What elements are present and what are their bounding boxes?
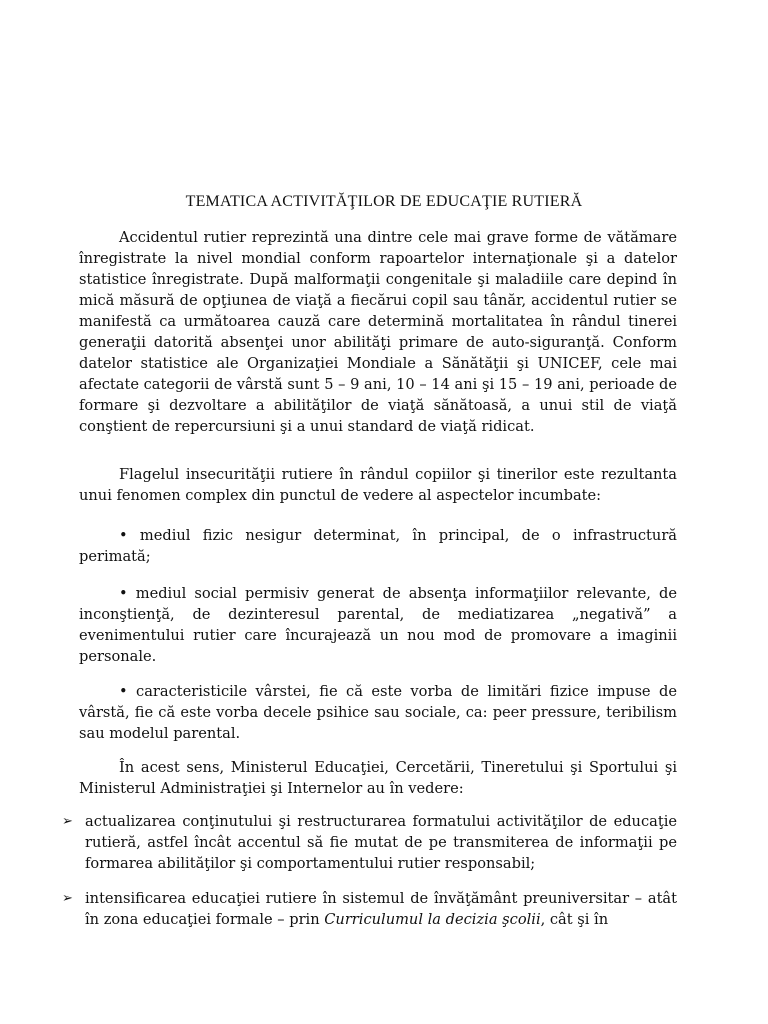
curriculum-italic: Curriculumul la decizia şcolii: [324, 911, 541, 928]
page-title: TEMATICA ACTIVITĂŢILOR DE EDUCAŢIE RUTIERĂ: [185, 193, 583, 210]
dot-item-3: • caracteristicile vârstei, fie că este vorba de limitări fizice impuse de vârstă, fie că este vorba decele psihice sau sociale, ca: peer pressure, teribilism sau modelul parental.: [79, 683, 677, 742]
arrow-item-2-text: intensificarea educaţiei rutiere în sistemul de învăţământ preuniversitar – atât în zona educaţiei formale – prin: [85, 890, 677, 928]
paragraph-minister: În acest sens, Ministerul Educaţiei, Cercetării, Tineretului şi Sportului şi Ministerul Administraţiei şi Internelor au în vedere:: [79, 759, 677, 797]
dot-item-1: • mediul fizic nesigur determinat, în principal, de o infrastructură perimată;: [79, 527, 677, 565]
arrow-bullet-icon: ➢: [62, 891, 73, 906]
dot-item-2: • mediul social permisiv generat de absenţa informaţiilor relevante, de inconştienţă, de dezinteresul parental, de mediatizarea „negativă” a evenimentului rutier care încurajează un nou mod de promovare a imaginii personale.: [79, 585, 677, 665]
arrow-item-2-end: , cât şi în: [540, 911, 609, 928]
arrow-item-1: actualizarea conţinutului şi restructurarea formatului activităţilor de educaţie rutieră, astfel încât accentul să fie mutat de pe transmiterea de informaţii pe formarea abilităţilor şi comportamentului rutier responsabil;: [85, 813, 677, 872]
paragraph-flagel: Flagelul insecurităţii rutiere în rândul copiilor şi tinerilor este rezultanta unui fenomen complex din punctul de vedere al aspectelor incumbate:: [79, 466, 677, 504]
paragraph-intro: Accidentul rutier reprezintă una dintre cele mai grave forme de vătămare înregistrate la nivel mondial conform rapoartelor internaţionale şi a datelor statistice înregistrate. După malformaţii congenitale şi maladiile care depind în mică măsură de opţiunea de viaţă a fiecărui copil sau tânăr, accidentul rutier se manifestă ca următoarea cauză care determină mortalitatea în rândul tinerei generaţii datorită absenţei unor abilităţi primare de auto-siguranţă. Conform datelor statistice ale Organizaţiei Mondiale a Sănătăţii şi UNICEF, cele mai afectate categorii de vârstă sunt 5 – 9 ani, 10 – 14 ani şi 15 – 19 ani, perioade de formare şi dezvoltare a abilităţilor de viaţă sănătoasă, a unui stil de viaţă conştient de repercursiuni şi a unui standard de viaţă ridicat.: [79, 229, 677, 435]
arrow-bullet-icon: ➢: [62, 814, 73, 829]
arrow-item-2: [85, 888, 677, 930]
